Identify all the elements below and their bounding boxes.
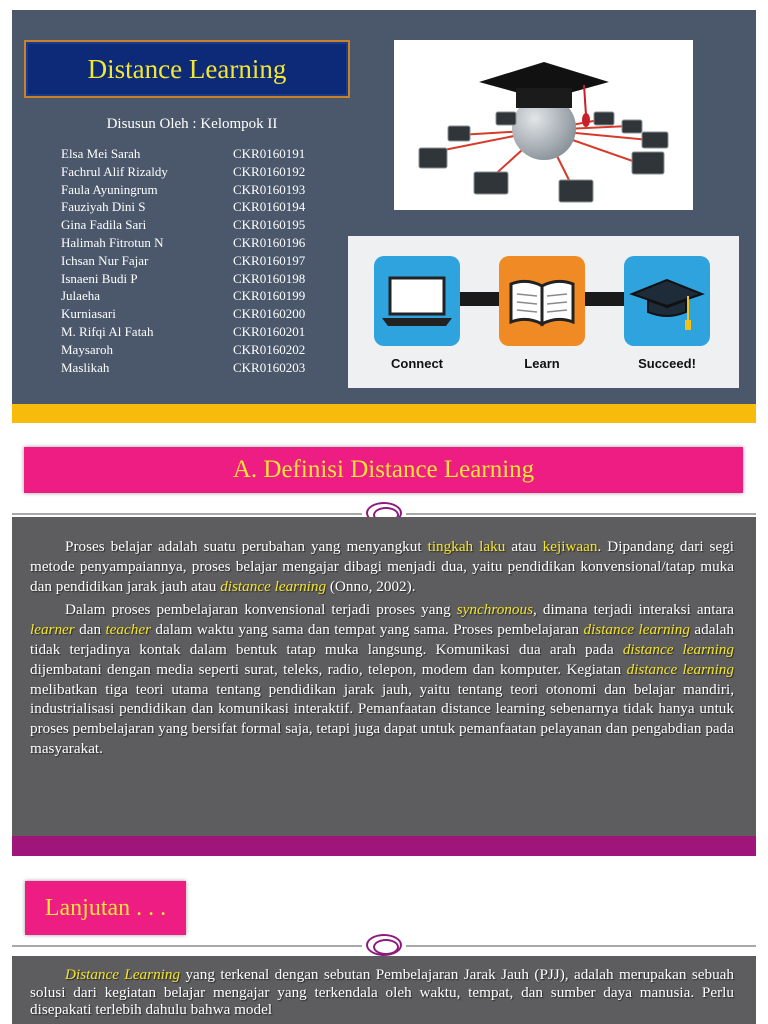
member-name: Gina Fadila Sari	[61, 217, 147, 233]
text-run: . Dipandang dari segi metode penyampaiannya, proses belajar mengajar dibagi menjadi dua, yaitu pendidikan konvensional/tatap muka dan pendidikan jarak jauh atau	[30, 538, 735, 595]
continuation-heading-box	[25, 881, 186, 935]
connect-learn-succeed-panel	[348, 236, 739, 388]
member-row	[61, 341, 361, 359]
member-id: CKR0160203	[233, 359, 306, 375]
text-run: dalam waktu yang sama dan tempat yang sama. Proses pembelajaran	[150, 621, 584, 639]
member-id: CKR0160194	[233, 199, 306, 215]
paragraph-1	[30, 537, 734, 596]
italic-term: teacher	[105, 621, 151, 639]
text-run: , dimana terjadi interaksi antara	[532, 601, 734, 619]
member-row	[61, 305, 361, 323]
ring-ornament-icon	[366, 934, 402, 956]
member-id: CKR0160195	[233, 217, 306, 233]
member-name: Isnaeni Budi P	[61, 270, 138, 286]
continuation-text	[30, 966, 734, 1019]
continuation-heading: Lanjutan . . .	[44, 894, 167, 921]
text-run: (Onno, 2002).	[326, 577, 416, 595]
text-run: yang terkenal dengan sebutan Pembelajaran Jarak Jauh (PJJ), adalah merupakan sebuah solusi dari kegiatan belajar mengajar yang terkendala oleh waktu, tempat, dan sumber daya manusia. Perlu disepakati terlebih dahulu bahwa model	[30, 966, 734, 1018]
member-id: CKR0160196	[233, 234, 306, 250]
title-slide-panel	[12, 10, 756, 404]
italic-term: synchronous	[456, 601, 533, 619]
member-row	[61, 323, 361, 341]
italic-term: distance learning	[220, 577, 327, 595]
highlight-term: kejiwaan	[542, 538, 598, 555]
member-id: CKR0160193	[233, 181, 306, 197]
definition-slide	[12, 441, 756, 856]
member-id: CKR0160201	[233, 323, 306, 339]
text-run: Proses belajar adalah suatu perubahan yang menyangkut	[65, 538, 428, 555]
member-name: Fauziyah Dini S	[61, 199, 146, 215]
member-id: CKR0160192	[233, 163, 306, 179]
member-name: Fachrul Alif Rizaldy	[61, 163, 168, 179]
step-label-connect: Connect	[391, 356, 443, 371]
member-name: Ichsan Nur Fajar	[61, 252, 149, 268]
succeed-tile	[624, 256, 710, 346]
continuation-slide	[12, 874, 756, 1024]
member-name: Maslikah	[61, 359, 110, 375]
member-row	[61, 234, 361, 252]
member-id: CKR0160191	[233, 146, 306, 161]
member-name: Halimah Fitrotun N	[61, 234, 164, 250]
member-row	[61, 163, 361, 181]
graduation-cap-icon	[624, 256, 710, 346]
paragraph-1	[30, 966, 734, 1019]
step-label-learn: Learn	[524, 356, 560, 371]
member-row	[61, 287, 361, 305]
divider-right	[406, 513, 756, 515]
italic-term: learner	[30, 621, 75, 639]
member-row	[61, 145, 361, 163]
italic-term: Distance Learning	[65, 966, 181, 983]
open-book-icon	[499, 256, 585, 346]
text-run: dan	[74, 621, 106, 639]
definition-body	[12, 517, 756, 836]
divider-right	[406, 945, 756, 947]
member-id: CKR0160200	[233, 306, 306, 322]
learn-tile	[499, 256, 585, 346]
laptop-icon	[374, 256, 460, 346]
member-row	[61, 216, 361, 234]
member-row	[61, 270, 361, 288]
text-run: atau	[505, 538, 543, 555]
member-name: Elsa Mei Sarah	[61, 146, 141, 161]
italic-term: distance learning	[622, 640, 734, 658]
member-row	[61, 198, 361, 216]
divider-left	[12, 513, 362, 515]
network-graduation-icon	[394, 40, 693, 210]
connect-tile	[374, 256, 460, 346]
italic-term: distance learning	[583, 621, 690, 639]
member-name: Maysaroh	[61, 341, 113, 357]
member-row	[61, 359, 361, 377]
text-run: Dalam proses pembelajaran konvensional terjadi proses yang	[65, 601, 457, 619]
highlight-term: tingkah laku	[427, 538, 506, 555]
title-box	[24, 40, 350, 98]
step-label-succeed: Succeed!	[638, 356, 696, 371]
slide-title: Distance Learning	[87, 53, 287, 84]
member-row	[61, 181, 361, 199]
author-line: Disusun Oleh : Kelompok II	[106, 116, 278, 132]
member-id: CKR0160197	[233, 252, 306, 268]
gold-footer-bar	[12, 404, 756, 423]
member-row	[61, 252, 361, 270]
text-run: adalah tidak terjadinya kontak dalam bentuk tatap muka langsung. Komunikasi dua arah pada	[30, 621, 734, 658]
member-id: CKR0160202	[233, 341, 306, 357]
paragraph-2	[30, 600, 734, 758]
text-run: melibatkan tiga teori utama tentang pendidikan jarak jauh, yaitu tentang teori otonomi dan belajar mandiri, industrialisasi pendidikan dan komunikasi interaktif. Pemanfaatan distance learning sebenarnya tidak hanya untuk proses pembelajaran yang bersifat formal saja, tetapi juga dapat untuk pemanfaatan pelayanan dan pengabdian pada masyarakat.	[30, 680, 734, 757]
member-name: Kurniasari	[61, 306, 116, 322]
magenta-footer-bar	[12, 836, 756, 856]
divider-left	[12, 945, 362, 947]
section-heading: A. Definisi Distance Learning	[232, 456, 535, 483]
member-id: CKR0160199	[233, 288, 306, 304]
network-graduation-illustration	[394, 40, 693, 210]
italic-term: distance learning	[626, 660, 734, 678]
member-name: M. Rifqi Al Fatah	[61, 323, 154, 339]
member-name: Faula Ayuningrum	[61, 181, 158, 197]
member-name: Julaeha	[61, 288, 100, 304]
section-heading-box	[24, 447, 743, 493]
definition-text	[30, 537, 734, 759]
title-slide	[12, 10, 756, 423]
member-id: CKR0160198	[233, 270, 306, 286]
member-list	[61, 145, 361, 376]
continuation-body	[12, 956, 756, 1024]
text-run: dijembatani dengan media seperti surat, teleks, radio, telepon, modem dan komputer. Kegiatan	[30, 660, 627, 678]
